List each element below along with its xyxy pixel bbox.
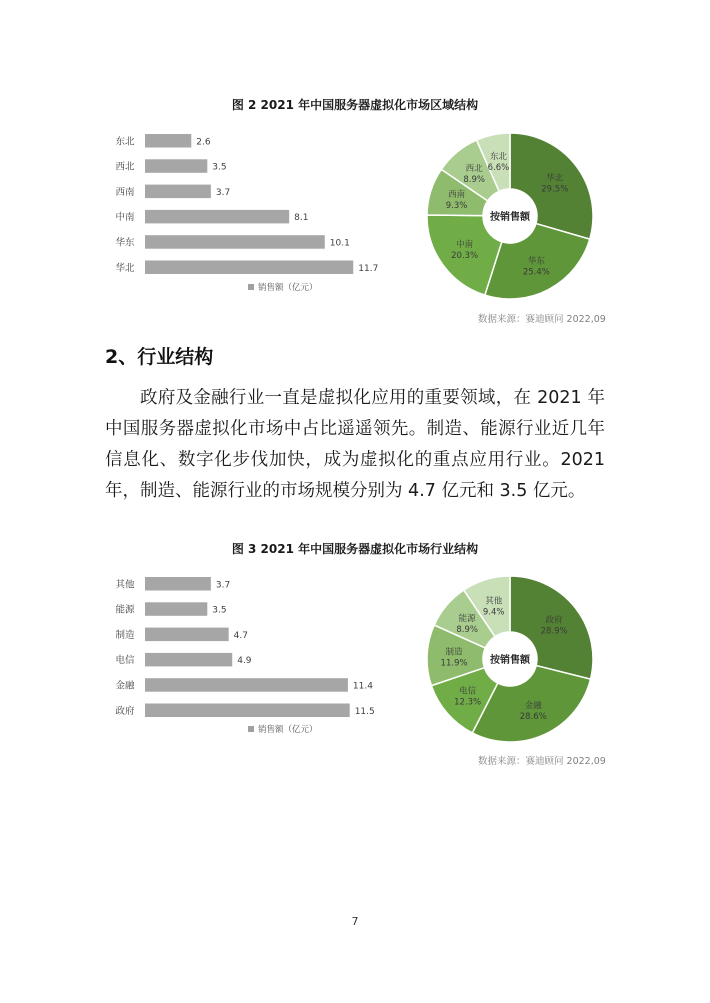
legend-swatch bbox=[248, 726, 254, 732]
bar bbox=[145, 628, 229, 642]
figure-2-source: 数据来源：赛迪顾问 2022,09 bbox=[478, 314, 606, 325]
donut-slice-percent: 20.3% bbox=[451, 250, 479, 261]
bar bbox=[145, 210, 289, 224]
section-heading: 2、行业结构 bbox=[105, 346, 214, 368]
donut-slice-percent: 12.3% bbox=[454, 697, 482, 708]
donut-slice-label: 西北 bbox=[465, 163, 483, 174]
donut-center-label: 按销售额 bbox=[490, 655, 530, 666]
bar bbox=[145, 678, 348, 692]
donut-slice-percent: 29.5% bbox=[541, 184, 569, 195]
bar-category-label: 能源 bbox=[115, 604, 135, 616]
donut-slice-label: 东北 bbox=[489, 152, 507, 163]
donut-slice-label: 制造 bbox=[445, 647, 463, 658]
donut-slice-percent: 9.4% bbox=[482, 607, 505, 618]
bar-category-label: 东北 bbox=[115, 136, 135, 148]
bar-value-label: 4.7 bbox=[233, 630, 248, 641]
figure-3-bar-chart bbox=[105, 571, 375, 731]
figure-3-source: 数据来源：赛迪顾问 2022,09 bbox=[478, 756, 606, 767]
bar bbox=[145, 704, 350, 718]
figure-2-legend-label: 销售额（亿元） bbox=[258, 283, 318, 293]
donut-slice-label: 电信 bbox=[459, 686, 477, 697]
donut-slice-percent: 8.9% bbox=[456, 624, 478, 635]
bar-category-label: 其他 bbox=[115, 579, 135, 591]
donut-slice-percent: 11.9% bbox=[440, 658, 468, 669]
bar-value-label: 8.1 bbox=[294, 213, 309, 224]
page-number: 7 bbox=[351, 915, 359, 928]
bar-category-label: 电信 bbox=[115, 655, 135, 667]
donut-slice-label: 其他 bbox=[485, 596, 503, 607]
donut-slice-label: 华东 bbox=[527, 256, 545, 267]
bar-category-label: 西南 bbox=[115, 186, 135, 198]
bar-value-label: 10.1 bbox=[329, 238, 350, 249]
body-paragraph: 政府及金融行业一直是虚拟化应用的重要领域，在 2021 年中国服务器虚拟化市场中占比遥遥领先。制造、能源行业近几年信息化、数字化步伐加快，成为虚拟化的重点应用行业。2021 年，制造、能源行业的市场规模分别为 4.7 亿元和 3.5 亿元。 bbox=[105, 388, 605, 501]
bar-category-label: 华东 bbox=[115, 237, 135, 249]
donut-center-label: 按销售额 bbox=[490, 212, 530, 223]
bar-category-label: 金融 bbox=[115, 680, 135, 692]
bar bbox=[145, 159, 207, 173]
figure-3-donut-chart bbox=[420, 569, 600, 749]
bar bbox=[145, 134, 191, 148]
figure-3-legend bbox=[248, 723, 318, 735]
bar-value-label: 11.5 bbox=[354, 706, 375, 717]
bar bbox=[145, 185, 211, 199]
bar-value-label: 4.9 bbox=[237, 656, 252, 667]
legend-swatch bbox=[248, 284, 254, 290]
figure-2-donut-chart bbox=[420, 126, 600, 306]
donut-slice-label: 华北 bbox=[546, 173, 564, 184]
donut-slice-percent: 25.4% bbox=[522, 267, 550, 278]
bar-category-label: 政府 bbox=[115, 705, 135, 717]
bar-category-label: 华北 bbox=[115, 262, 135, 274]
donut-slice-label: 能源 bbox=[458, 613, 476, 624]
bar bbox=[145, 577, 211, 591]
figure-3-legend-label: 销售额（亿元） bbox=[258, 725, 318, 735]
donut-slice-percent: 6.6% bbox=[487, 163, 510, 174]
donut-slice-label: 中南 bbox=[456, 239, 474, 250]
bar-value-label: 11.4 bbox=[352, 681, 373, 692]
bar-value-label: 3.5 bbox=[212, 162, 227, 173]
bar bbox=[145, 653, 232, 667]
donut-slice-percent: 28.6% bbox=[519, 711, 547, 722]
donut-slice-percent: 8.9% bbox=[463, 174, 485, 185]
donut-slice-label: 西南 bbox=[448, 190, 466, 201]
bar-category-label: 制造 bbox=[115, 629, 135, 641]
donut-slice-percent: 28.9% bbox=[540, 626, 568, 637]
bar-value-label: 3.7 bbox=[215, 580, 231, 591]
figure-3-title: 图 3 2021 年中国服务器虚拟化市场行业结构 bbox=[231, 542, 479, 556]
donut-slice-label: 金融 bbox=[524, 700, 542, 711]
bar-value-label: 3.7 bbox=[215, 187, 231, 198]
donut-slice-percent: 9.3% bbox=[445, 201, 468, 212]
bar bbox=[145, 261, 353, 275]
figure-2-title: 图 2 2021 年中国服务器虚拟化市场区域结构 bbox=[231, 98, 479, 112]
bar-category-label: 西北 bbox=[115, 161, 135, 173]
bar bbox=[145, 235, 325, 249]
bar bbox=[145, 602, 207, 616]
donut-slice-label: 政府 bbox=[545, 615, 563, 626]
bar-value-label: 3.5 bbox=[212, 605, 227, 616]
bar-value-label: 2.6 bbox=[196, 137, 211, 148]
figure-2-legend bbox=[248, 281, 318, 293]
bar-category-label: 中南 bbox=[115, 212, 135, 224]
figure-2-bar-chart bbox=[105, 128, 379, 288]
bar-value-label: 11.7 bbox=[358, 263, 379, 274]
